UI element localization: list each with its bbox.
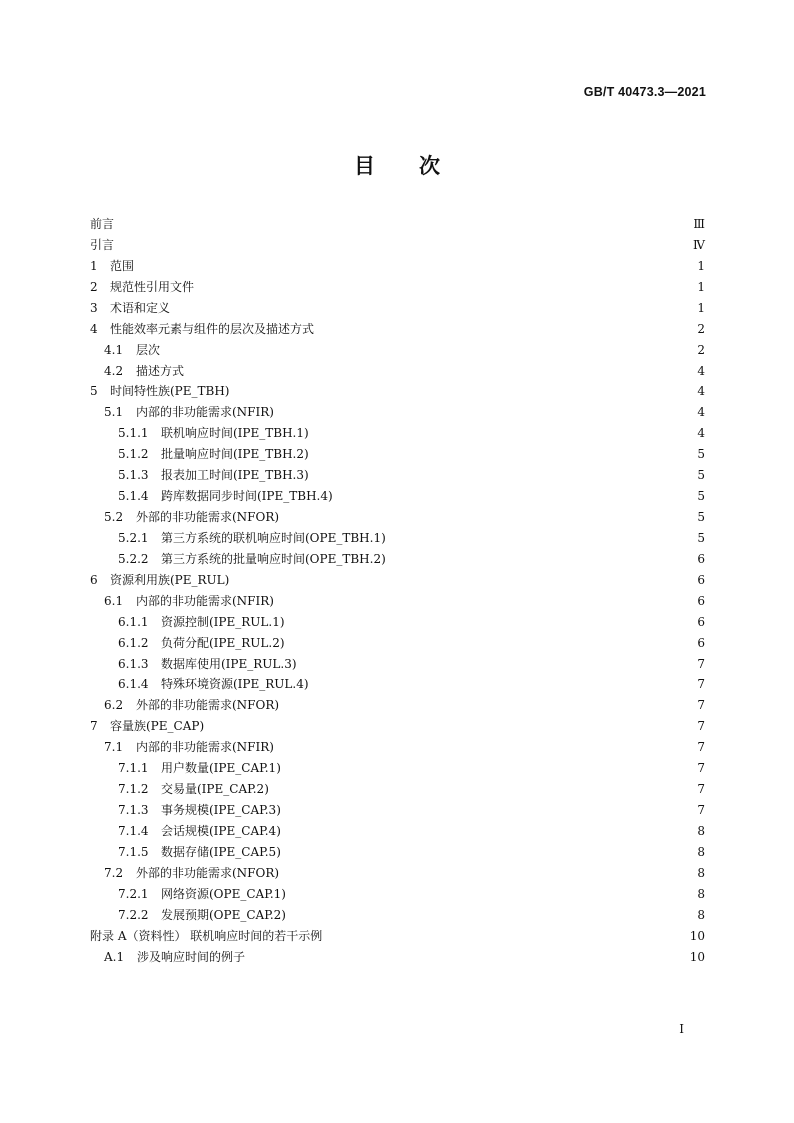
toc-entry-page: 1 — [697, 279, 705, 294]
toc-entry-label: 附录 A（资料性） 联机响应时间的若干示例 — [90, 928, 323, 943]
toc-entry-label: 批量响应时间(IPE_TBH.2) — [161, 447, 309, 462]
dot-leader — [174, 298, 691, 318]
toc-entry-number: 5.1.3 — [118, 468, 149, 483]
toc-entry-label: 网络资源(OPE_CAP.1) — [161, 886, 286, 901]
toc-entry-page: 8 — [697, 844, 705, 859]
toc-entry-label: 引言 — [90, 237, 115, 252]
toc-entry-number: 5 — [90, 384, 98, 399]
toc-entry-number: 5.1.2 — [118, 447, 149, 462]
dot-leader — [313, 465, 691, 485]
toc-entry-page: 7 — [697, 803, 705, 818]
dot-leader — [283, 695, 691, 715]
toc-entry[interactable] — [90, 361, 705, 381]
toc-title — [0, 150, 794, 180]
toc-entry[interactable] — [90, 340, 705, 360]
toc-entry[interactable] — [90, 905, 705, 925]
dot-leader — [313, 674, 691, 694]
toc-entry-number: 5.1.1 — [118, 426, 149, 441]
toc-entry-number: 6.1.4 — [118, 677, 149, 692]
toc-entry[interactable] — [90, 549, 705, 569]
toc-entry-label: 联机响应时间(IPE_TBH.1) — [161, 426, 309, 441]
toc-entry-number: 4.1 — [104, 342, 124, 357]
dot-leader — [283, 863, 691, 883]
toc-entry-number: 1 — [90, 258, 98, 273]
toc-entry-page: 2 — [697, 342, 705, 357]
dot-leader — [188, 361, 691, 381]
toc-entry-page: 8 — [697, 886, 705, 901]
toc-entry-page: 8 — [697, 823, 705, 838]
toc-entry-page: 6 — [697, 635, 705, 650]
toc-entry-page: 6 — [697, 614, 705, 629]
toc-entry[interactable] — [90, 465, 705, 485]
toc-entry-page: 4 — [697, 426, 705, 441]
toc-entry-number: 6.1.3 — [118, 656, 149, 671]
toc-entry-label: 报表加工时间(IPE_TBH.3) — [161, 468, 309, 483]
toc-entry-number: 4.2 — [104, 363, 124, 378]
toc-entry[interactable] — [90, 779, 705, 799]
toc-entry[interactable] — [90, 884, 705, 904]
toc-entry-page: 7 — [697, 740, 705, 755]
toc-entry[interactable] — [90, 423, 705, 443]
dot-leader — [318, 319, 691, 339]
toc-entry-number: 6.1.2 — [118, 635, 149, 650]
toc-entry-label: 外部的非功能需求(NFOR) — [136, 698, 280, 713]
toc-entry[interactable] — [90, 256, 705, 276]
toc-entry-page: 7 — [697, 782, 705, 797]
dot-leader — [198, 277, 691, 297]
toc-entry-number: 5.2.1 — [118, 530, 149, 545]
toc-entry-number: 5.2 — [104, 510, 124, 525]
toc-entry-label: 发展预期(OPE_CAP.2) — [161, 907, 286, 922]
toc-entry-page: Ⅳ — [693, 237, 705, 252]
dot-leader — [164, 340, 691, 360]
toc-entry-number: 7.1.1 — [118, 761, 149, 776]
toc-entry-page: 6 — [697, 551, 705, 566]
toc-entry-label: 时间特性族(PE_TBH) — [110, 384, 230, 399]
toc-entry-label: 外部的非功能需求(NFOR) — [136, 510, 280, 525]
dot-leader — [289, 612, 691, 632]
toc-entry[interactable] — [90, 612, 705, 632]
toc-entry-label: 容量族(PE_CAP) — [110, 719, 205, 734]
toc-entry[interactable] — [90, 528, 705, 548]
toc-entry-page: 10 — [689, 949, 705, 964]
toc-entry-label: 内部的非功能需求(NFIR) — [136, 593, 274, 608]
toc-entry-page: 1 — [697, 300, 705, 315]
dot-leader — [273, 779, 691, 799]
toc-entry[interactable] — [90, 444, 705, 464]
dot-leader — [278, 402, 691, 422]
dot-leader — [289, 633, 691, 653]
toc-entry-label: 跨库数据同步时间(IPE_TBH.4) — [161, 489, 333, 504]
toc-entry[interactable] — [90, 863, 705, 883]
dot-leader — [234, 381, 692, 401]
toc-entry-number: 7.2.1 — [118, 886, 149, 901]
toc-entry[interactable] — [90, 570, 705, 590]
toc-entry-page: Ⅲ — [693, 217, 705, 231]
dot-leader — [118, 214, 689, 234]
toc-entry-page: 4 — [697, 363, 705, 378]
toc-entry[interactable] — [90, 842, 705, 862]
toc-entry[interactable] — [90, 737, 705, 757]
dot-leader — [278, 737, 691, 757]
toc-entry-label: 事务规模(IPE_CAP.3) — [161, 803, 281, 818]
toc-entry[interactable] — [90, 486, 705, 506]
dot-leader — [208, 716, 691, 736]
toc-entry-number: 6.2 — [104, 698, 124, 713]
toc-entry-page: 8 — [697, 907, 705, 922]
dot-leader — [249, 947, 686, 967]
toc-entry-page: 5 — [697, 447, 705, 462]
toc-entry-number: 3 — [90, 300, 98, 315]
toc-entry-number: 6.1 — [104, 593, 124, 608]
toc-entry[interactable] — [90, 633, 705, 653]
toc-entry-label: 涉及响应时间的例子 — [137, 949, 246, 964]
toc-entry-label: 第三方系统的联机响应时间(OPE_TBH.1) — [161, 530, 386, 545]
toc-entry-number: 7.1.3 — [118, 803, 149, 818]
dot-leader — [283, 507, 691, 527]
toc-entry-page: 5 — [697, 510, 705, 525]
toc-entry-number: 7.1.5 — [118, 844, 149, 859]
toc-entry-page: 5 — [697, 468, 705, 483]
toc-entry-number: 7.1.4 — [118, 823, 149, 838]
toc-entry-page: 7 — [697, 719, 705, 734]
dot-leader — [390, 549, 691, 569]
toc-entry-number: 5.1 — [104, 405, 124, 420]
toc-entry-page: 6 — [697, 572, 705, 587]
toc-entry[interactable] — [90, 800, 705, 820]
toc-entry-page: 1 — [697, 258, 705, 273]
dot-leader — [301, 654, 691, 674]
dot-leader — [118, 235, 689, 255]
page-number: I — [679, 1022, 684, 1036]
toc-entry-number: 7.2 — [104, 865, 124, 880]
toc-entry-label: 外部的非功能需求(NFOR) — [136, 865, 280, 880]
toc-title-char-1: 目 — [354, 154, 375, 178]
toc-entry[interactable] — [90, 758, 705, 778]
toc-entry[interactable] — [90, 235, 705, 255]
dot-leader — [390, 528, 691, 548]
toc-entry-label: 前言 — [90, 217, 115, 231]
toc-entry-number: 5.1.4 — [118, 489, 149, 504]
toc-entry[interactable] — [90, 591, 705, 611]
toc-entry-number: 7 — [90, 719, 98, 734]
toc-entry-label: 会话规模(IPE_CAP.4) — [161, 823, 281, 838]
dot-leader — [337, 486, 691, 506]
toc-entry-number: 5.2.2 — [118, 551, 149, 566]
dot-leader — [278, 591, 691, 611]
dot-leader — [290, 884, 691, 904]
toc-entry-page: 4 — [697, 405, 705, 420]
toc-entry[interactable] — [90, 319, 705, 339]
toc-entry-page: 5 — [697, 489, 705, 504]
toc-entry-page: 7 — [697, 677, 705, 692]
toc-title-char-2: 次 — [419, 154, 440, 178]
toc-entry[interactable] — [90, 277, 705, 297]
dot-leader — [285, 758, 691, 778]
toc-entry-number: A.1 — [104, 949, 125, 964]
dot-leader — [313, 444, 691, 464]
toc-entry-page: 10 — [689, 928, 705, 943]
toc-entry[interactable] — [90, 695, 705, 715]
toc-entry-label: 资源控制(IPE_RUL.1) — [161, 614, 285, 629]
toc-entry-label: 规范性引用文件 — [110, 279, 195, 294]
dot-leader — [290, 905, 691, 925]
toc-entry-page: 7 — [697, 761, 705, 776]
toc-entry-label: 层次 — [136, 342, 161, 357]
toc-entry-label: 描述方式 — [136, 363, 185, 378]
toc-entry-label: 内部的非功能需求(NFIR) — [136, 740, 274, 755]
toc-entry-page: 8 — [697, 865, 705, 880]
toc-entry[interactable] — [90, 716, 705, 736]
toc-entry-page: 6 — [697, 593, 705, 608]
dot-leader — [285, 821, 691, 841]
toc-entry-number: 2 — [90, 279, 98, 294]
toc-entry-label: 内部的非功能需求(NFIR) — [136, 405, 274, 420]
toc-entry[interactable] — [90, 654, 705, 674]
dot-leader — [313, 423, 691, 443]
toc-entry-label: 范围 — [110, 258, 135, 273]
standard-number: GB/T 40473.3—2021 — [583, 85, 706, 99]
toc-entry[interactable] — [90, 947, 705, 967]
toc-entry[interactable] — [90, 507, 705, 527]
toc-entry-number: 4 — [90, 321, 98, 336]
toc-entry-number: 7.1 — [104, 740, 124, 755]
toc-entry-number: 7.2.2 — [118, 907, 149, 922]
dot-leader — [285, 800, 691, 820]
toc-entry-number: 7.1.2 — [118, 782, 149, 797]
toc-entry-label: 第三方系统的批量响应时间(OPE_TBH.2) — [161, 551, 386, 566]
toc-entry-page: 5 — [697, 530, 705, 545]
toc-entry-label: 特殊环境资源(IPE_RUL.4) — [161, 677, 309, 692]
dot-leader — [326, 926, 685, 946]
toc-entry-label: 数据存储(IPE_CAP.5) — [161, 844, 281, 859]
toc-entry-label: 负荷分配(IPE_RUL.2) — [161, 635, 285, 650]
toc-entry-page: 7 — [697, 698, 705, 713]
toc-entry-page: 2 — [697, 321, 705, 336]
toc-entry-label: 交易量(IPE_CAP.2) — [161, 782, 269, 797]
dot-leader — [285, 842, 691, 862]
toc-entry[interactable] — [90, 926, 705, 946]
toc-entry-page: 4 — [697, 384, 705, 399]
dot-leader — [233, 570, 691, 590]
toc-entry-label: 数据库使用(IPE_RUL.3) — [161, 656, 297, 671]
dot-leader — [138, 256, 691, 276]
toc-entry-page: 7 — [697, 656, 705, 671]
toc-entry-label: 资源利用族(PE_RUL) — [110, 572, 230, 587]
toc-entry-label: 性能效率元素与组件的层次及描述方式 — [110, 321, 315, 336]
toc-entry[interactable] — [90, 821, 705, 841]
toc-entry[interactable] — [90, 381, 705, 401]
toc-entry[interactable] — [90, 402, 705, 422]
toc-entry[interactable] — [90, 674, 705, 694]
toc-entry-number: 6.1.1 — [118, 614, 149, 629]
toc-entry[interactable] — [90, 298, 705, 318]
toc-entry-label: 术语和定义 — [110, 300, 171, 315]
toc-entry-number: 6 — [90, 572, 98, 587]
toc-entry-label: 用户数量(IPE_CAP.1) — [161, 761, 281, 776]
toc-entry[interactable] — [90, 214, 705, 234]
